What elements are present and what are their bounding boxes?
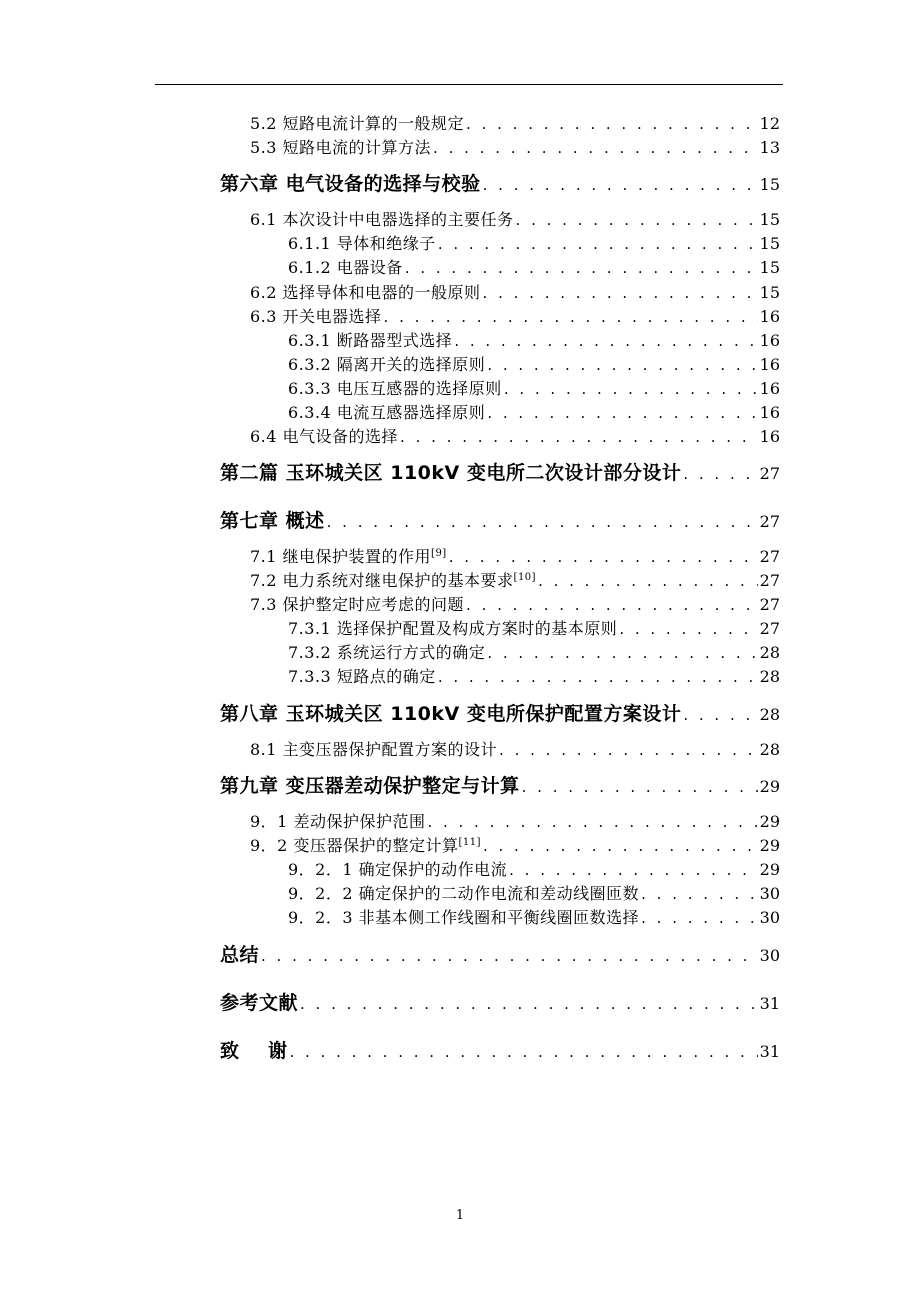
toc-entry-title: 总结 [220, 944, 260, 966]
toc-entry-page: 27 [759, 571, 780, 590]
toc-leader-dots [400, 426, 758, 448]
toc-entry[interactable] [250, 306, 780, 328]
toc-entry-title: 5.2 短路电流计算的一般规定 [250, 114, 465, 133]
toc-entry-title: 6.3.1 断路器型式选择 [288, 331, 453, 350]
toc-leader-dots [405, 257, 758, 279]
toc-entry-page: 16 [759, 427, 780, 446]
toc-leader-dots [516, 209, 758, 231]
toc-leader-dots [487, 354, 757, 376]
toc-entry-title: 第八章 玉环城关区 110kV 变电所保护配置方案设计 [220, 703, 682, 725]
toc-leader-dots [487, 642, 757, 664]
toc-entry[interactable] [250, 546, 780, 568]
toc-entry-title: 参考文献 [220, 992, 299, 1014]
page-number: 1 [455, 1208, 465, 1223]
toc-subentry[interactable] [288, 354, 780, 376]
toc-leader-dots [300, 991, 758, 1017]
toc-entry-page: 16 [759, 355, 780, 374]
toc-entry-page: 30 [759, 884, 780, 903]
toc-leader-dots [289, 1039, 757, 1065]
toc-leader-dots [641, 883, 758, 905]
toc-entry[interactable] [250, 570, 780, 592]
toc-leader-dots [483, 835, 758, 857]
toc-subentry[interactable] [288, 859, 780, 881]
toc-entry-page: 15 [759, 175, 780, 194]
toc-entry-page: 15 [759, 210, 780, 229]
toc-entry-title: 9．1 差动保护保护范围 [250, 812, 426, 831]
toc-entry-page: 15 [759, 258, 780, 277]
toc-entry-page: 16 [759, 307, 780, 326]
toc-entry-title: 8.1 主变压器保护配置方案的设计 [250, 740, 498, 759]
toc-entry-title: 7.3.3 短路点的确定 [288, 667, 436, 686]
toc-leader-dots [433, 137, 758, 159]
toc-entry-title: 5.3 短路电流的计算方法 [250, 138, 432, 157]
toc-entry-title: 6.1.1 导体和绝缘子 [288, 234, 436, 253]
toc-subentry[interactable] [288, 618, 780, 640]
toc-entry-title: 6.3.3 电压互感器的选择原则 [288, 379, 502, 398]
toc-subentry[interactable] [288, 883, 780, 905]
toc-leader-dots [683, 461, 757, 487]
toc-entry-title: 第九章 变压器差动保护整定与计算 [220, 775, 520, 797]
toc-subentry[interactable] [288, 642, 780, 664]
toc-subentry[interactable] [288, 330, 780, 352]
toc-entry-page: 27 [759, 619, 780, 638]
toc-entry-page: 31 [759, 994, 780, 1013]
citation-ref: [9] [431, 548, 447, 559]
toc-leader-dots [483, 172, 758, 198]
toc-entry-page: 29 [759, 777, 780, 796]
toc-leader-dots [499, 739, 758, 761]
toc-entry-page: 16 [759, 331, 780, 350]
toc-entry-page: 28 [759, 667, 780, 686]
toc-entry[interactable] [250, 426, 780, 448]
toc-entry-page: 12 [759, 114, 780, 133]
toc-entry-title: 7.3.2 系统运行方式的确定 [288, 643, 486, 662]
toc-entry-page: 30 [759, 946, 780, 965]
toc-leader-dots [487, 402, 757, 424]
toc-chapter-entry[interactable] [220, 1038, 780, 1064]
toc-leader-dots [683, 702, 757, 728]
toc-entry-title: 9．2 变压器保护的整定计算[11] [250, 836, 481, 855]
toc-entry-page: 16 [759, 379, 780, 398]
toc-entry[interactable] [250, 739, 780, 761]
toc-entry-title: 6.2 选择导体和电器的一般原则 [250, 283, 481, 302]
toc-subentry[interactable] [288, 402, 780, 424]
toc-entry[interactable] [250, 594, 780, 616]
toc-chapter-entry[interactable] [220, 701, 780, 727]
toc-leader-dots [427, 811, 757, 833]
toc-entry[interactable] [250, 137, 780, 159]
toc-subentry[interactable] [288, 907, 780, 929]
toc-entry-title: 6.3.4 电流互感器选择原则 [288, 403, 486, 422]
toc-entry-page: 28 [759, 740, 780, 759]
toc-entry-title: 6.1.2 电器设备 [288, 258, 403, 277]
toc-entry-title: 7.1 继电保护装置的作用[9] [250, 547, 447, 566]
toc-entry-page: 29 [759, 836, 780, 855]
toc-entry-page: 27 [759, 464, 780, 483]
toc-entry-title: 9．2．3 非基本侧工作线圈和平衡线圈匝数选择 [288, 908, 640, 927]
toc-entry-title: 6.4 电气设备的选择 [250, 427, 399, 446]
toc-leader-dots [384, 306, 758, 328]
toc-entry[interactable] [250, 282, 780, 304]
toc-entry-page: 29 [759, 860, 780, 879]
toc-entry[interactable] [250, 835, 780, 857]
toc-entry-page: 13 [759, 138, 780, 157]
toc-leader-dots [538, 570, 758, 592]
toc-leader-dots [509, 859, 758, 881]
citation-ref: [10] [513, 572, 537, 583]
toc-leader-dots [504, 378, 758, 400]
toc-leader-dots [438, 233, 758, 255]
citation-ref: [11] [458, 837, 481, 848]
toc-entry-title: 第六章 电气设备的选择与校验 [220, 173, 481, 195]
toc-entry-title: 7.3.1 选择保护配置及构成方案时的基本原则 [288, 619, 618, 638]
toc-entry-title: 6.3.2 隔离开关的选择原则 [288, 355, 486, 374]
toc-entry-page: 29 [759, 812, 780, 831]
toc-leader-dots [466, 113, 758, 135]
toc-chapter-entry[interactable] [220, 990, 780, 1016]
toc-leader-dots [641, 907, 758, 929]
toc-leader-dots [619, 618, 757, 640]
toc-entry-page: 27 [759, 595, 780, 614]
toc-entry-page: 30 [759, 908, 780, 927]
toc-entry-page: 16 [759, 403, 780, 422]
toc-leader-dots [483, 282, 758, 304]
toc-chapter-entry[interactable] [220, 942, 780, 968]
toc-entry-page: 15 [759, 283, 780, 302]
toc-entry-page: 31 [759, 1042, 780, 1061]
toc-entry-title: 7.3 保护整定时应考虑的问题 [250, 595, 465, 614]
toc-entry-page: 27 [759, 547, 780, 566]
toc-subentry[interactable] [288, 378, 780, 400]
toc-leader-dots [454, 330, 757, 352]
toc-leader-dots [327, 509, 758, 535]
toc-entry[interactable] [250, 113, 780, 135]
toc-entry-title: 9．2．2 确定保护的二动作电流和差动线圈匝数 [288, 884, 640, 903]
toc-entry[interactable] [250, 209, 780, 231]
toc-entry-page: 28 [759, 643, 780, 662]
toc-leader-dots [522, 774, 758, 800]
toc-entry-page: 28 [759, 705, 780, 724]
toc-leader-dots [261, 943, 758, 969]
toc-entry-title: 6.3 开关电器选择 [250, 307, 382, 326]
toc-entry-title: 6.1 本次设计中电器选择的主要任务 [250, 210, 514, 229]
toc-subentry[interactable] [288, 666, 780, 688]
toc-entry-title: 第二篇 玉环城关区 110kV 变电所二次设计部分设计 [220, 462, 682, 484]
toc-entry-title: 致 谢 [220, 1040, 288, 1062]
toc-entry-page: 27 [759, 512, 780, 531]
toc-entry-title: 7.2 电力系统对继电保护的基本要求[10] [250, 571, 537, 590]
toc-entry[interactable] [250, 811, 780, 833]
toc-chapter-entry[interactable] [220, 773, 780, 799]
toc-chapter-entry[interactable] [220, 508, 780, 534]
toc-entry-page: 15 [759, 234, 780, 253]
toc-entry-title: 9．2．1 确定保护的动作电流 [288, 860, 508, 879]
toc-leader-dots [438, 666, 758, 688]
toc-subentry[interactable] [288, 233, 780, 255]
toc-chapter-entry[interactable] [220, 171, 780, 197]
toc-subentry[interactable] [288, 257, 780, 279]
toc-leader-dots [466, 594, 758, 616]
toc-leader-dots [449, 546, 758, 568]
toc-entry-title: 第七章 概述 [220, 510, 325, 532]
toc-part-entry[interactable] [220, 460, 780, 486]
